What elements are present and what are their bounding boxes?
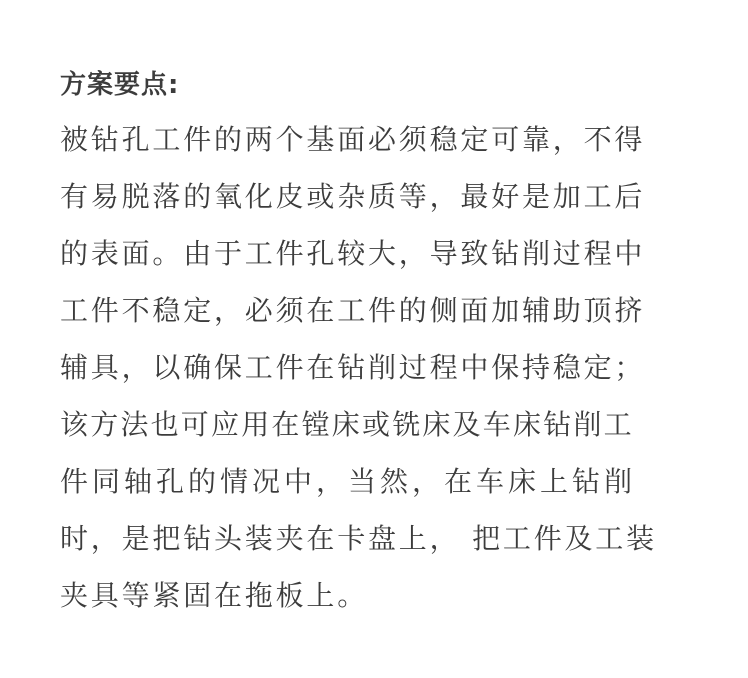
paragraph-line-6: 该方法也可应用在镗床或铣床及车床钻削工 <box>60 408 634 441</box>
section-heading: 方案要点: <box>60 70 180 100</box>
paragraph-line-7: 件同轴孔的情况中，当然，在车床上钻削 <box>60 465 637 498</box>
paragraph-line-4: 工件不稳定，必须在工件的侧面加辅助顶挤 <box>60 294 646 327</box>
paragraph-line-8: 时，是把钻头装夹在卡盘上， 把工件及工装 <box>60 522 657 555</box>
document-body <box>60 69 710 624</box>
paragraph-line-5: 辅具，以确保工件在钻削过程中保持稳定； <box>60 351 646 384</box>
paragraph-line-1: 被钻孔工件的两个基面必须稳定可靠，不得 <box>60 123 646 156</box>
paragraph-line-3: 的表面。由于工件孔较大，导致钻削过程中 <box>60 237 646 270</box>
paragraph-line-2: 有易脱落的氧化皮或杂质等，最好是加工后 <box>60 180 646 213</box>
paragraph-line-9: 夹具等紧固在拖板上。 <box>60 579 369 612</box>
